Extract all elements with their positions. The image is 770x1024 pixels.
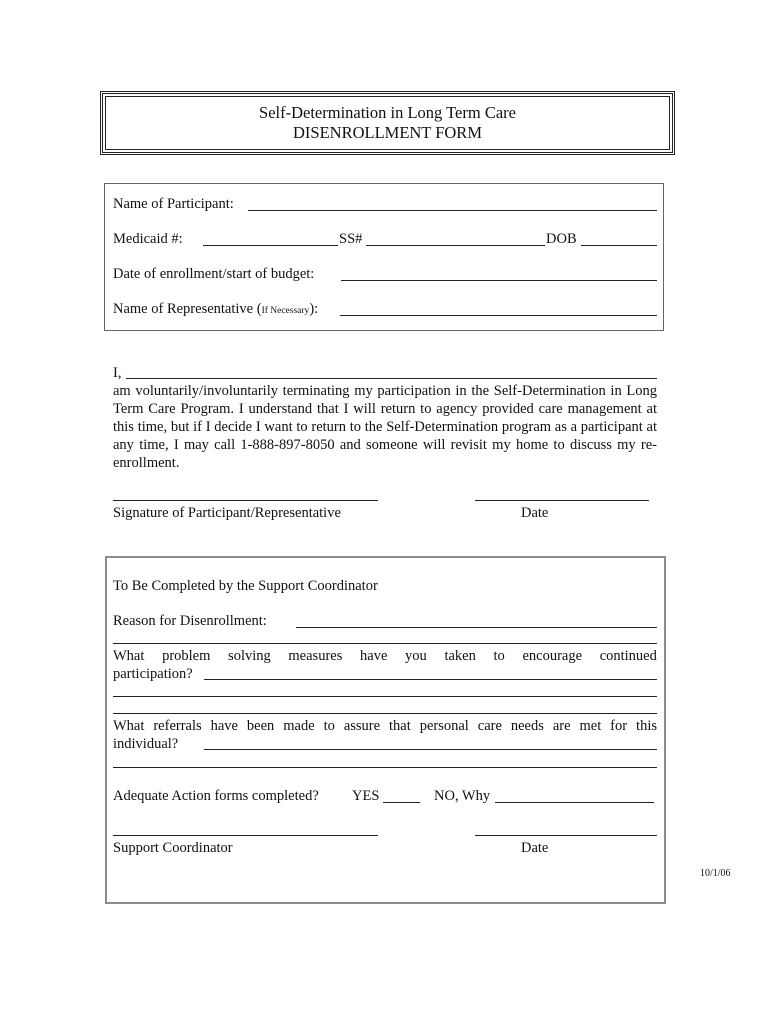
no-why-label: NO, Why: [434, 788, 491, 804]
no-why-field[interactable]: [495, 802, 654, 803]
revision-date: 10/1/06: [700, 868, 731, 879]
measures-word: solving: [228, 648, 271, 664]
measures-field-line-2[interactable]: [113, 696, 657, 697]
participant-signature-field[interactable]: [113, 500, 378, 501]
referrals-field[interactable]: [204, 749, 657, 750]
measures-word: taken: [444, 648, 476, 664]
measures-word: to: [493, 648, 505, 664]
measures-word: encourage: [522, 648, 583, 664]
statement-prefix: I,: [113, 365, 122, 381]
statement-name-field[interactable]: [126, 378, 657, 379]
yes-field[interactable]: [383, 802, 420, 803]
enrollment-date-field[interactable]: [341, 280, 657, 281]
measures-word: have: [360, 648, 388, 664]
support-coordinator-label: Support Coordinator: [113, 840, 233, 856]
name-of-participant-label: Name of Participant:: [113, 196, 234, 212]
coordinator-signature-field[interactable]: [113, 835, 378, 836]
medicaid-number-field[interactable]: [203, 245, 338, 246]
measures-word: problem: [162, 648, 211, 664]
reason-field[interactable]: [296, 627, 657, 628]
measures-question-cont: participation?: [113, 666, 193, 682]
participant-name-field[interactable]: [248, 210, 657, 211]
signature-label: Signature of Participant/Representative: [113, 505, 341, 521]
representative-label: Name of Representative (If Necessary):: [113, 301, 319, 317]
adequate-action-label: Adequate Action forms completed?: [113, 788, 319, 804]
referrals-field-line-2[interactable]: [113, 767, 657, 768]
reason-label: Reason for Disenrollment:: [113, 613, 267, 629]
measures-question: [113, 648, 657, 665]
statement-text: am voluntarily/involuntarily terminating my participation in the Self-Determination in Long Term Care Program. I understand that I will return to agency provided care management at this time, but if I decide I want to return to the Self-Determination program as a participant at any time, I may call 1-888-897-8050 and someone will revisit my home to discuss my re-enrollment.: [113, 383, 657, 471]
measures-field-line-3[interactable]: [113, 713, 657, 714]
dob-label: DOB: [546, 231, 577, 247]
ss-number-field[interactable]: [366, 245, 545, 246]
title-box: [102, 93, 673, 153]
referrals-question: What referrals have been made to assure that personal care needs are met for this: [113, 718, 657, 734]
measures-word: measures: [288, 648, 343, 664]
yes-label: YES: [352, 788, 380, 804]
coordinator-date-field[interactable]: [475, 835, 657, 836]
coordinator-heading: To Be Completed by the Support Coordinator: [113, 578, 378, 594]
form-title: Self-Determination in Long Term Care: [259, 103, 516, 122]
referrals-question-cont: individual?: [113, 736, 179, 752]
form-subtitle: DISENROLLMENT FORM: [292, 123, 482, 142]
reason-field-line-2[interactable]: [113, 643, 657, 644]
participant-date-field[interactable]: [475, 500, 649, 501]
measures-word: continued: [599, 648, 657, 664]
measures-word: What: [113, 648, 145, 664]
dob-field[interactable]: [581, 245, 657, 246]
enrollment-date-label: Date of enrollment/start of budget:: [113, 266, 315, 282]
coordinator-date-label: Date: [521, 840, 549, 856]
ss-label: SS#: [339, 231, 363, 247]
signature-date-label: Date: [521, 505, 549, 521]
representative-name-field[interactable]: [340, 315, 657, 316]
measures-field[interactable]: [204, 679, 657, 680]
medicaid-label: Medicaid #:: [113, 231, 183, 247]
measures-word: you: [405, 648, 427, 664]
